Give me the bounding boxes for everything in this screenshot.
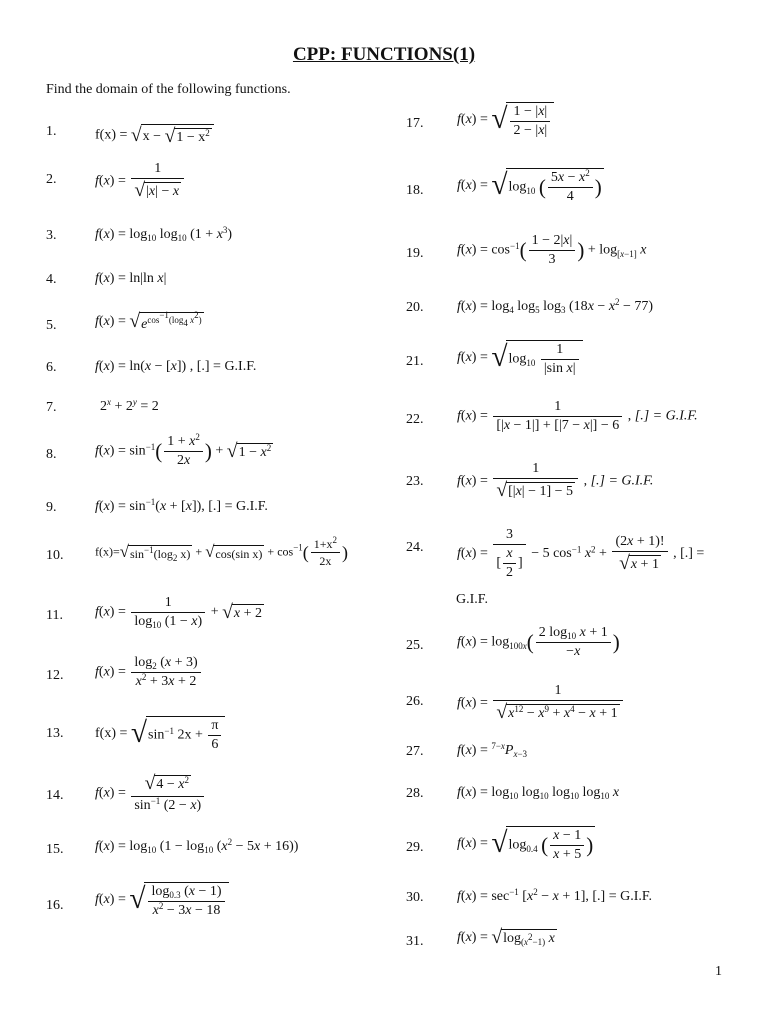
problem-12-expression: f(x) = $\frac{\log_2 (x + 3)}{x^2 + 3x + 2}$ (95, 656, 203, 689)
problem-6-expression: f(x) = ln(x − [x]) , [.] = G.I.F. (95, 359, 257, 374)
problem-number: 12. (46, 668, 64, 683)
problem-number: 2. (46, 172, 57, 187)
problem-29-expression: $f(x) = √\log_{0.4}$ ( $\frac{x - 1}{x + 5}$ ) (457, 827, 594, 862)
problem-2-expression: f(x) = $\frac{1}{√|x| - x}$ (95, 162, 186, 201)
problem-number: 26. (406, 694, 424, 709)
problem-22-expression: f(x) = $\frac{1}{[|x - 1|] + [|7 - x|] - 6}$ , [.] = G.I.F. (457, 399, 698, 433)
problem-number: 13. (46, 726, 64, 741)
problem-1-expression: $f(x) = √x - √1 - x^2$ (95, 124, 214, 147)
problem-11-expression: f(x) = $\frac{1}{\log_{10} (1 - x)}$ + √x + 2 (95, 595, 262, 631)
problem-number: 25. (406, 638, 424, 653)
problem-25-expression: $f(x) = \log_{100x}$( $\frac{2 \log_{10} x + 1}{-x}$ ) (457, 625, 620, 659)
problem-8-expression: $f(x) = \sin^{-1}$( $\frac{1 + x^2}{2x}$ ) + $√1 - x^2$ (95, 432, 272, 468)
gif-note: [.] = G.I.F. (590, 473, 654, 489)
problem-30-expression: $f(x) = \sec^{-1} [x^2 - x + 1]$, [.] = G.I.F. (457, 887, 653, 904)
problem-27-expression: $f(x) = ^{7-x}P_{x-3}$ (457, 741, 528, 760)
problem-18-expression: $f(x) = √\log_{10}$ ( $\frac{5x - x^2}{4}$ ) (457, 168, 602, 204)
instructions: Find the domain of the following functions. (46, 82, 291, 97)
problem-number: 31. (406, 934, 424, 949)
problem-number: 8. (46, 447, 57, 462)
page-title: CPP: FUNCTIONS(1) (292, 44, 476, 65)
gif-label: , [.] = (673, 546, 705, 562)
problem-23-expression: f(x) = $\frac{1}{√[|x| - 1] - 5}$ , [.] = G.I.F. (457, 461, 654, 501)
problem-number: 20. (406, 300, 424, 315)
problem-number: 19. (406, 246, 424, 261)
problem-number: 15. (46, 842, 64, 857)
gif-note: [.] = G.I.F. (196, 359, 257, 374)
page-number: 1 (715, 964, 722, 979)
problem-10-expression: $f(x)=√\sin^{-1}(\log_2$ x) + √cos(sin $x) + \cos^{-1}$( $\frac{1+x^2}{2x}$ ) (95, 535, 349, 568)
problem-number: 14. (46, 788, 64, 803)
problem-17-expression: f(x) = √ $\frac{1 - |x|}{2 - |x|}$ (457, 102, 554, 138)
problem-20-expression: $f(x) = \log_4 \log_5 \log_3 (18x - x^2 - 77)$ (457, 297, 654, 316)
gif-note: [.] = G.I.F. (592, 889, 653, 904)
problem-9-expression: $f(x) = \sin^{-1}(x + [x])$, [.] = G.I.F. (95, 497, 268, 514)
problem-14-expression: f(x) = $\frac{√4 - x^2}{\sin^{-1} (2 - x)}$ (95, 774, 206, 813)
problem-number: 11. (46, 608, 63, 623)
problem-number: 24. (406, 540, 424, 555)
problem-number: 3. (46, 228, 57, 243)
problem-31-expression: $f(x) = √\log_{(x^2-1)}$ x (457, 927, 555, 948)
problem-number: 4. (46, 272, 57, 287)
problem-16-expression: f(x) = √ $\frac{\log_{0.3} (x - 1)}{x^2 - 3x - 18}$ (95, 882, 229, 918)
problem-7-expression: $2^x + 2^y = 2$ (100, 397, 159, 414)
problem-26-expression: f(x) = $\frac{1}{√x^{12} - x^9 + x^4 - x + 1}$ (457, 684, 625, 723)
problem-4-expression: f(x) = ln|ln x| (95, 271, 167, 286)
problem-number: 10. (46, 548, 64, 563)
problem-number: 6. (46, 360, 57, 375)
problem-number: 17. (406, 116, 424, 131)
problem-number: 30. (406, 890, 424, 905)
problem-number: 22. (406, 412, 424, 427)
problem-13-expression: $f(x) = √\sin^{-1}$ 2x + $\frac{\pi}{6}$ (95, 716, 225, 752)
problem-number: 1. (46, 124, 57, 139)
problem-number: 27. (406, 744, 424, 759)
problem-number: 7. (46, 400, 57, 415)
gif-note: [.] = G.I.F. (634, 408, 698, 424)
problem-number: 29. (406, 840, 424, 855)
problem-19-expression: $f(x) = \cos^{-1}$( $\frac{1 - 2|x|}{3}$ ) + $\log_{[x-1]} x$ (457, 233, 647, 267)
problem-number: 21. (406, 354, 424, 369)
problem-number: 16. (46, 898, 64, 913)
gif-continuation: G.I.F. (456, 592, 488, 607)
problem-number: 18. (406, 183, 424, 198)
gif-note: [.] = G.I.F. (208, 499, 268, 514)
problem-5-expression: $f(x) = √e^{cos^{-1}(log_4 x^2)}$ (95, 310, 202, 333)
problem-21-expression: $f(x) = √\log_{10}$ $\frac{1}{\text{|sin x|}}$ (457, 340, 583, 376)
problem-number: 28. (406, 786, 424, 801)
problem-number: 23. (406, 474, 424, 489)
problem-number: 9. (46, 500, 57, 515)
problem-24-expression: f(x) = 3 [ $\frac{x}{2}$ ] − 5 $\cos^{-1} x^2$ + $\frac{(2x + 1)!}{√x + 1}$ , [.] = (457, 527, 705, 580)
problem-28-expression: $f(x) = \log_{10} \log_{10} \log_{10} \log_{10} x$ (457, 785, 620, 802)
problem-15-expression: $f(x) = \log_{10} (1 - \log_{10} (x^2 - 5x + 16))$ (95, 837, 299, 856)
problem-3-expression: $f(x) = \log_{10} \log_{10} (1 + x^3)$ (95, 225, 233, 244)
problem-number: 5. (46, 318, 57, 333)
